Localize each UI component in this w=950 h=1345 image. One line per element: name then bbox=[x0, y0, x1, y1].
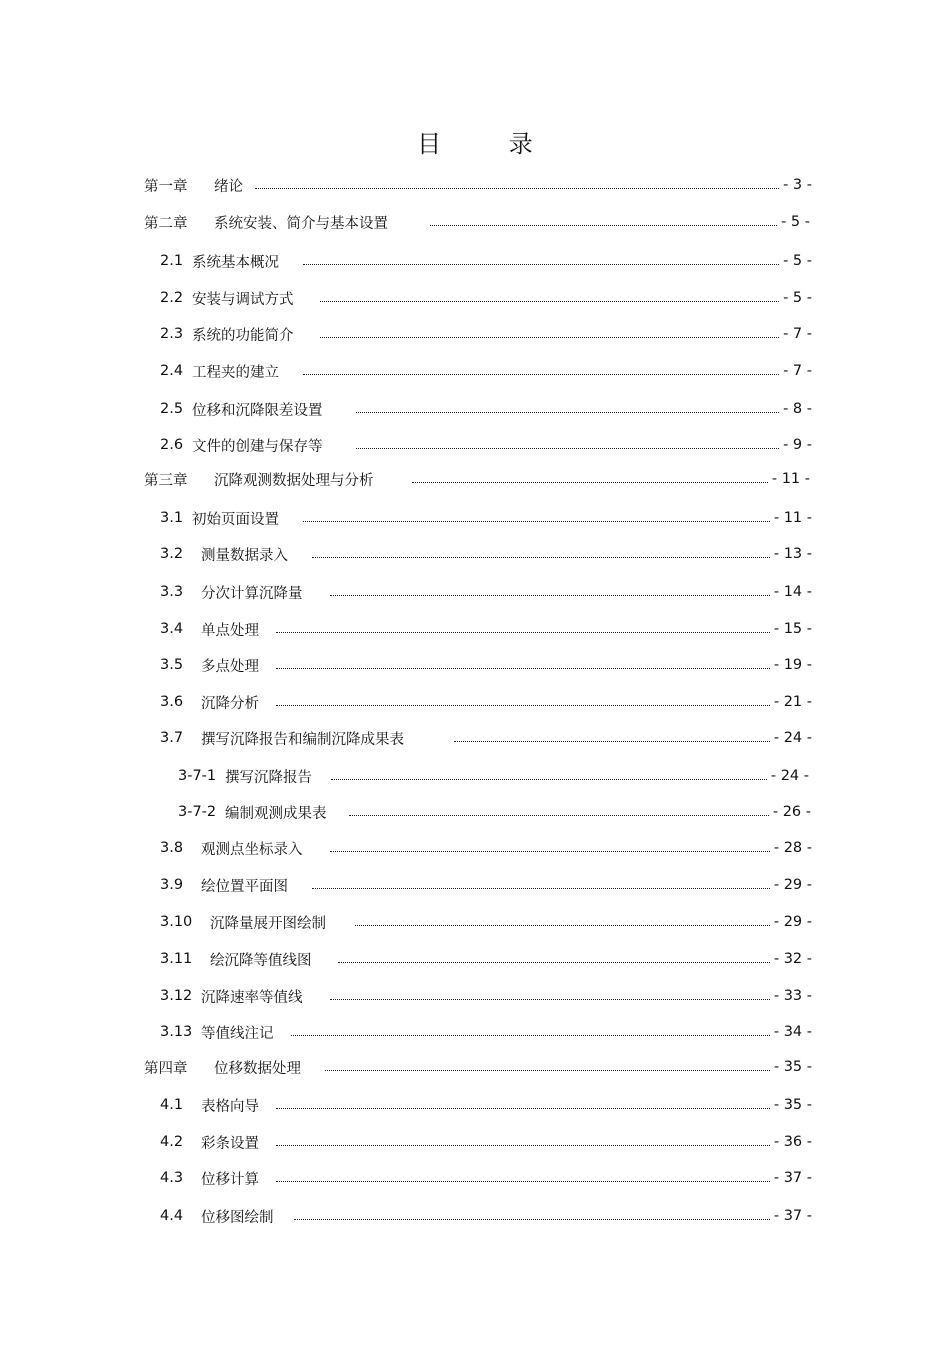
toc-entry-number: 3.11 bbox=[160, 951, 193, 967]
toc-entry[interactable] bbox=[160, 986, 812, 1006]
toc-entry-number: 3.6 bbox=[160, 694, 184, 710]
toc-entry-page-number: - 5 - bbox=[783, 253, 812, 269]
page-title: 目 录 bbox=[417, 130, 563, 158]
toc-entry-title: 系统安装、简介与基本设置 bbox=[214, 215, 388, 232]
toc-entry-title: 观测点坐标录入 bbox=[201, 841, 303, 858]
toc-entry[interactable] bbox=[160, 251, 812, 271]
toc-entry[interactable] bbox=[160, 728, 812, 748]
toc-entry-number: 3-7-1 bbox=[178, 768, 217, 784]
dot-leader bbox=[276, 1145, 770, 1146]
toc-entry-page-number: - 5 - bbox=[781, 214, 810, 230]
toc-entry-title: 绘位置平面图 bbox=[201, 878, 288, 895]
toc-entry[interactable] bbox=[160, 324, 812, 344]
toc-entry[interactable] bbox=[160, 435, 812, 455]
toc-entry-title: 编制观测成果表 bbox=[225, 805, 327, 822]
dot-leader bbox=[330, 851, 770, 852]
dot-leader bbox=[276, 1181, 770, 1182]
toc-entry-page-number: - 7 - bbox=[783, 363, 812, 379]
dot-leader bbox=[303, 521, 770, 522]
toc-entry-page-number: - 26 - bbox=[772, 804, 811, 820]
toc-entry-title: 撰写沉降报告 bbox=[225, 769, 312, 786]
toc-entry-number: 3-7-2 bbox=[178, 804, 217, 820]
toc-entry[interactable] bbox=[160, 838, 812, 858]
toc-entry-number: 4.4 bbox=[160, 1208, 184, 1224]
toc-entry[interactable] bbox=[160, 655, 812, 675]
dot-leader bbox=[356, 412, 779, 413]
toc-entry-page-number: - 7 - bbox=[783, 326, 812, 342]
toc-entry-title: 多点处理 bbox=[201, 658, 259, 675]
toc-entry-page-number: - 3 - bbox=[783, 177, 812, 193]
toc-entry-title: 沉降量展开图绘制 bbox=[210, 915, 326, 932]
toc-entry-number: 第二章 bbox=[144, 215, 188, 232]
toc-entry-page-number: - 8 - bbox=[783, 401, 812, 417]
toc-entry[interactable] bbox=[160, 399, 812, 419]
toc-entry-page-number: - 36 - bbox=[773, 1134, 812, 1150]
toc-entry-number: 3.3 bbox=[160, 584, 184, 600]
toc-entry-number: 3.2 bbox=[160, 546, 184, 562]
toc-entry-number: 3.7 bbox=[160, 730, 184, 746]
toc-entry-page-number: - 21 - bbox=[773, 694, 812, 710]
dot-leader bbox=[312, 888, 770, 889]
toc-entry-title: 系统基本概况 bbox=[192, 254, 279, 271]
toc-entry[interactable] bbox=[160, 1206, 812, 1226]
toc-entry-number: 2.5 bbox=[160, 401, 184, 417]
toc-entry-page-number: - 5 - bbox=[783, 290, 812, 306]
dot-leader bbox=[338, 962, 770, 963]
toc-entry[interactable] bbox=[160, 619, 812, 639]
toc-entry-title: 初始页面设置 bbox=[192, 511, 279, 528]
toc-entry-title: 彩条设置 bbox=[201, 1135, 259, 1152]
toc-entry-page-number: - 11 - bbox=[773, 510, 812, 526]
toc-entry[interactable] bbox=[160, 1095, 812, 1115]
toc-entry-title: 沉降分析 bbox=[201, 695, 259, 712]
toc-entry[interactable] bbox=[144, 212, 810, 232]
toc-entry-number: 4.3 bbox=[160, 1170, 184, 1186]
dot-leader bbox=[255, 188, 779, 189]
toc-entry[interactable] bbox=[160, 1022, 812, 1042]
toc-entry[interactable] bbox=[160, 361, 812, 381]
dot-leader bbox=[312, 557, 770, 558]
dot-leader bbox=[303, 264, 779, 265]
dot-leader bbox=[320, 301, 779, 302]
toc-entry-page-number: - 37 - bbox=[773, 1170, 812, 1186]
toc-entry-number: 3.10 bbox=[160, 914, 193, 930]
dot-leader bbox=[355, 925, 770, 926]
toc-entry-title: 撰写沉降报告和编制沉降成果表 bbox=[201, 731, 404, 748]
toc-entry-number: 4.1 bbox=[160, 1097, 184, 1113]
toc-entry-page-number: - 29 - bbox=[773, 914, 812, 930]
toc-entry-title: 沉降速率等值线 bbox=[201, 989, 303, 1006]
toc-entry-title: 分次计算沉降量 bbox=[201, 585, 303, 602]
toc-entry-page-number: - 34 - bbox=[773, 1024, 812, 1040]
toc-entry[interactable] bbox=[144, 469, 810, 489]
toc-entry-title: 位移数据处理 bbox=[214, 1060, 301, 1077]
toc-entry-page-number: - 9 - bbox=[783, 437, 812, 453]
dot-leader bbox=[349, 815, 769, 816]
toc-entry-page-number: - 11 - bbox=[771, 471, 810, 487]
toc-entry[interactable] bbox=[160, 288, 812, 308]
dot-leader bbox=[276, 668, 770, 669]
toc-entry-title: 位移计算 bbox=[201, 1171, 259, 1188]
toc-entry[interactable] bbox=[144, 1057, 812, 1077]
toc-entry-title: 绪论 bbox=[214, 178, 243, 195]
toc-entry-number: 3.5 bbox=[160, 657, 184, 673]
toc-entry-number: 4.2 bbox=[160, 1134, 184, 1150]
toc-entry-page-number: - 14 - bbox=[773, 584, 812, 600]
toc-entry-page-number: - 24 - bbox=[770, 768, 809, 784]
toc-entry-number: 2.3 bbox=[160, 326, 184, 342]
toc-entry-title: 单点处理 bbox=[201, 622, 259, 639]
dot-leader bbox=[291, 1035, 770, 1036]
toc-entry-title: 沉降观测数据处理与分析 bbox=[214, 472, 374, 489]
toc-entry-number: 第三章 bbox=[144, 472, 188, 489]
toc-entry-title: 安装与调试方式 bbox=[192, 291, 294, 308]
dot-leader bbox=[276, 1108, 770, 1109]
dot-leader bbox=[276, 705, 770, 706]
toc-entry-page-number: - 28 - bbox=[773, 840, 812, 856]
toc-entry-number: 第四章 bbox=[144, 1060, 188, 1077]
dot-leader bbox=[412, 482, 768, 483]
toc-entry-number: 3.12 bbox=[160, 988, 193, 1004]
toc-entry-title: 文件的创建与保存等 bbox=[192, 438, 323, 455]
dot-leader bbox=[294, 1219, 770, 1220]
toc-entry[interactable] bbox=[160, 912, 812, 932]
toc-entry-number: 3.8 bbox=[160, 840, 184, 856]
toc-entry-page-number: - 32 - bbox=[773, 951, 812, 967]
toc-entry-title: 系统的功能简介 bbox=[192, 327, 294, 344]
toc-entry-title: 工程夹的建立 bbox=[192, 364, 279, 381]
dot-leader bbox=[430, 225, 777, 226]
dot-leader bbox=[330, 595, 770, 596]
toc-entry[interactable] bbox=[160, 949, 812, 969]
toc-entry-number: 第一章 bbox=[144, 178, 188, 195]
toc-entry-title: 位移图绘制 bbox=[201, 1209, 274, 1226]
toc-entry-page-number: - 24 - bbox=[773, 730, 812, 746]
toc-entry[interactable] bbox=[178, 802, 811, 822]
dot-leader bbox=[331, 779, 767, 780]
toc-entry[interactable] bbox=[178, 766, 809, 786]
toc-entry[interactable] bbox=[160, 582, 812, 602]
toc-entry-page-number: - 19 - bbox=[773, 657, 812, 673]
toc-entry-page-number: - 15 - bbox=[773, 621, 812, 637]
dot-leader bbox=[330, 999, 770, 1000]
toc-entry-number: 3.1 bbox=[160, 510, 184, 526]
dot-leader bbox=[303, 374, 779, 375]
toc-entry[interactable] bbox=[160, 508, 812, 528]
toc-entry-number: 3.13 bbox=[160, 1024, 193, 1040]
toc-entry-number: 2.4 bbox=[160, 363, 184, 379]
toc-entry-number: 2.1 bbox=[160, 253, 184, 269]
toc-entry[interactable] bbox=[160, 1132, 812, 1152]
toc-entry-number: 2.2 bbox=[160, 290, 184, 306]
toc-entry-page-number: - 33 - bbox=[773, 988, 812, 1004]
toc-entry-page-number: - 37 - bbox=[773, 1208, 812, 1224]
dot-leader bbox=[276, 632, 770, 633]
dot-leader bbox=[325, 1070, 770, 1071]
dot-leader bbox=[454, 741, 770, 742]
toc-entry-page-number: - 35 - bbox=[773, 1097, 812, 1113]
toc-entry[interactable] bbox=[144, 175, 812, 195]
toc-entry-title: 绘沉降等值线图 bbox=[210, 952, 312, 969]
toc-entry-title: 测量数据录入 bbox=[201, 547, 288, 564]
toc-entry-number: 2.6 bbox=[160, 437, 184, 453]
toc-entry-title: 位移和沉降限差设置 bbox=[192, 402, 323, 419]
toc-entry-page-number: - 29 - bbox=[773, 877, 812, 893]
toc-entry-number: 3.9 bbox=[160, 877, 184, 893]
toc-entry[interactable] bbox=[160, 692, 812, 712]
toc-entry-page-number: - 35 - bbox=[773, 1059, 812, 1075]
toc-entry[interactable] bbox=[160, 544, 812, 564]
toc-entry-title: 等值线注记 bbox=[201, 1025, 274, 1042]
toc-entry-page-number: - 13 - bbox=[773, 546, 812, 562]
dot-leader bbox=[320, 337, 779, 338]
toc-entry[interactable] bbox=[160, 1168, 812, 1188]
toc-entry[interactable] bbox=[160, 875, 812, 895]
dot-leader bbox=[356, 448, 779, 449]
toc-entry-number: 3.4 bbox=[160, 621, 184, 637]
toc-entry-title: 表格向导 bbox=[201, 1098, 259, 1115]
